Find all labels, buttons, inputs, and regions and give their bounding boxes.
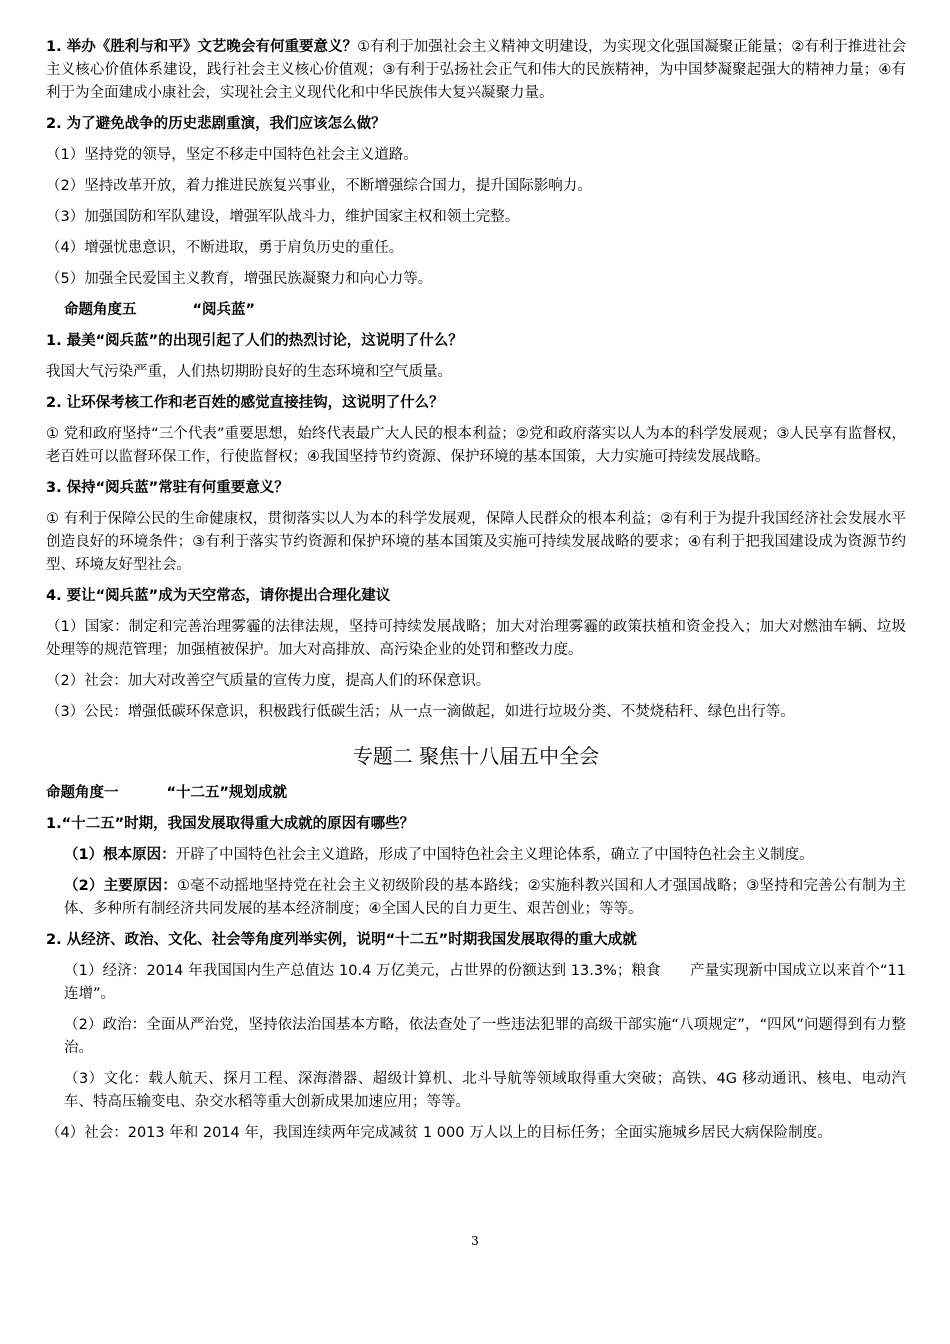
- answer-text: ① 党和政府坚持“三个代表”重要思想，始终代表最广大人民的根本利益；②党和政府落实以人为本的科学发展观；③人民享有监督权，老百姓可以监督环保工作，行使监督权；④我国坚持节约资源、保护环境的基本国策，大力实施可持续发展战略。: [46, 426, 906, 465]
- answer-text: ① 有利于保障公民的生命健康权，贯彻落实以人为本的科学发展观，保障人民群众的根本利益；②有利于为提升我国经济社会发展水平创造良好的环境条件；③有利于落实节约资源和保护环境的基本国策及实施可持续发展战略的要求；④有利于把我国建设成为资源节约型、环境友好型社会。: [46, 511, 906, 573]
- question-title: 3. 保持“阅兵蓝”常驻有何重要意义？: [46, 480, 289, 496]
- answer-text: 我国大气污染严重，人们热切期盼良好的生态环境和空气质量。: [46, 364, 452, 380]
- list-item: （3）文化：载人航天、探月工程、深海潜器、超级计算机、北斗导航等领域取得重大突破；高铁、4G 移动通讯、核电、电动汽车、特高压输变电、杂交水稻等重大创新成果加速应用；等等。: [64, 1071, 906, 1110]
- answer-text: ①有利于加强社会主义精神文明建设，为实现文化强国凝聚正能量；②有利于推进社会主义核心价值体系建设，践行社会主义核心价值观；③有利于弘扬社会正气和伟大的民族精神，为中国梦凝聚起强大的精神力量；④有利于为全面建成小康社会，实现社会主义现代化和中华民族伟大复兴凝聚力量。: [46, 39, 906, 101]
- list-item: （2）政治：全面从严治党，坚持依法治国基本方略，依法查处了一些违法犯罪的高级干部实施“八项规定”，“四风”问题得到有力整治。: [64, 1017, 906, 1056]
- list-item: （3）公民：增强低碳环保意识，积极践行低碳生活；从一点一滴做起，如进行垃圾分类、不焚烧秸秆、绿色出行等。: [46, 704, 795, 720]
- list-item: （1）经济：2014 年我国国内生产总值达 10.4 万亿美元，占世界的份额达到 13.3%；粮食 产量实现新中国成立以来首个“11 连增”。: [64, 963, 906, 1002]
- list-item: （5）加强全民爱国主义教育，增强民族凝聚力和向心力等。: [46, 271, 433, 287]
- question-title: 2. 让环保考核工作和老百姓的感觉直接挂钩，这说明了什么？: [46, 395, 444, 411]
- list-item: （1）国家：制定和完善治理雾霾的法律法规，坚持可持续发展战略；加大对治理雾霾的政策扶植和资金投入；加大对燃油车辆、垃圾处理等的规范管理；加强植被保护。加大对高排放、高污染企业的处罚和整改力度。: [46, 619, 906, 658]
- list-item: （3）加强国防和军队建设，增强军队战斗力，维护国家主权和领土完整。: [46, 209, 520, 225]
- topic-heading: 专题二 聚焦十八届五中全会: [352, 744, 600, 768]
- question-title: 4. 要让“阅兵蓝”成为天空常态，请你提出合理化建议: [46, 588, 391, 604]
- item-lead: （1）根本原因：: [64, 847, 176, 863]
- item-text: ①毫不动摇地坚持党在社会主义初级阶段的基本路线；②实施科教兴国和人才强国战略；③坚持和完善公有制为主体、多种所有制经济共同发展的基本经济制度；④全国人民的自力更生、艰苦创业；等等。: [64, 878, 906, 917]
- list-item: [46, 875, 906, 921]
- question-title: 2. 为了避免战争的历史悲剧重演，我们应该怎么做？: [46, 116, 386, 132]
- page-number: 3: [471, 1234, 479, 1248]
- item-text: 开辟了中国特色社会主义道路，形成了中国特色社会主义理论体系，确立了中国特色社会主义制度。: [175, 847, 814, 863]
- list-item: （2）社会：加大对改善空气质量的宣传力度，提高人们的环保意识。: [46, 673, 491, 689]
- question-title: 1.“十二五”时期，我国发展取得重大成就的原因有哪些？: [46, 816, 415, 832]
- question-title: 1. 举办《胜利与和平》文艺晚会有何重要意义？: [46, 39, 358, 55]
- list-item: [46, 844, 906, 867]
- angle-topic: “十二五”规划成就: [166, 785, 288, 801]
- section-label-angle5: [64, 299, 906, 322]
- paragraph-q1: [46, 36, 906, 105]
- angle-label: 命题角度五: [64, 302, 137, 318]
- list-item: （2）坚持改革开放，着力推进民族复兴事业，不断增强综合国力，提升国际影响力。: [46, 178, 592, 194]
- angle-label: 命题角度一: [46, 785, 119, 801]
- list-item: （4）增强忧患意识，不断进取，勇于肩负历史的重任。: [46, 240, 404, 256]
- list-item: （4）社会：2013 年和 2014 年，我国连续两年完成减贫 1 000 万人以上的目标任务；全面实施城乡居民大病保险制度。: [46, 1125, 832, 1141]
- item-lead: （2）主要原因：: [64, 878, 177, 894]
- question-title: 2. 从经济、政治、文化、社会等角度列举实例，说明“十二五”时期我国发展取得的重大成就: [46, 932, 637, 948]
- angle-topic: “阅兵蓝”: [192, 302, 256, 318]
- question-title: 1. 最美“阅兵蓝”的出现引起了人们的热烈讨论，这说明了什么？: [46, 333, 463, 349]
- list-item: （1）坚持党的领导，坚定不移走中国特色社会主义道路。: [46, 147, 418, 163]
- section-label-angle1: [46, 782, 906, 805]
